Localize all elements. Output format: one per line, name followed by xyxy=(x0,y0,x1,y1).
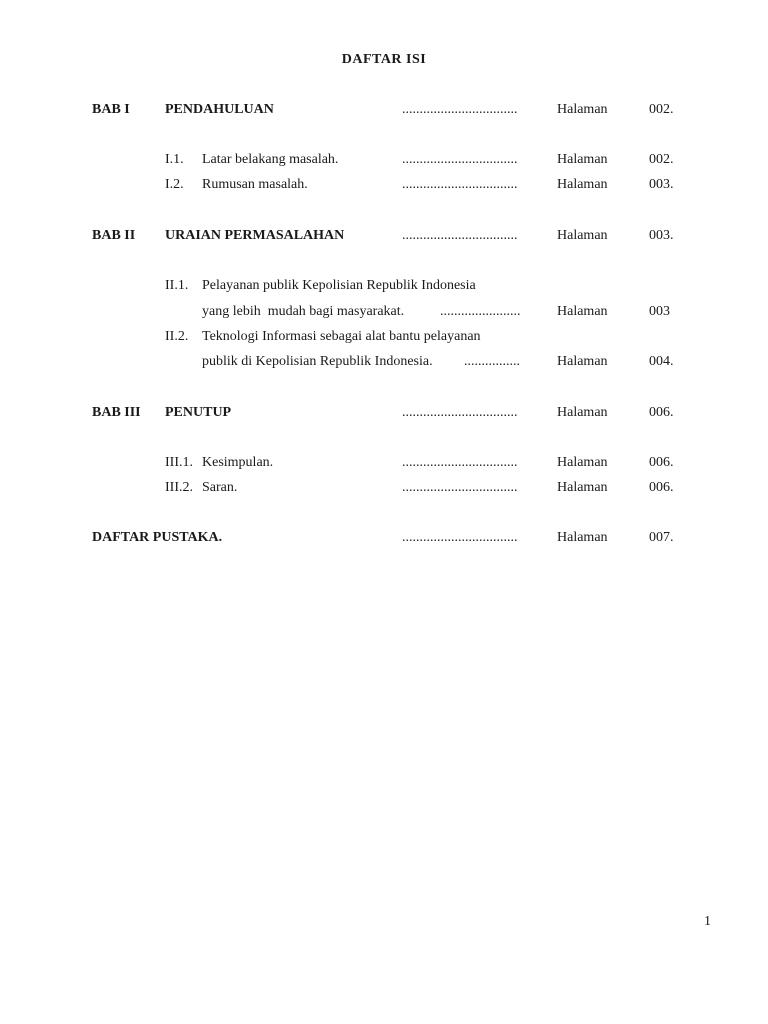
chapter-heading: PENDAHULUAN xyxy=(165,102,274,117)
halaman-label: Halaman xyxy=(557,304,608,319)
section-number: I.1. xyxy=(165,152,184,167)
halaman-label: Halaman xyxy=(557,177,608,192)
section-title: Saran. xyxy=(202,480,238,495)
leader-dots: ................................. xyxy=(402,480,518,495)
halaman-label: Halaman xyxy=(557,152,608,167)
page-ref: 003 xyxy=(649,304,670,319)
leader-dots: ................................. xyxy=(402,228,518,243)
leader-dots: ....................... xyxy=(440,304,521,319)
section-number: II.1. xyxy=(165,278,189,293)
bab-label: BAB I xyxy=(92,102,130,117)
leader-dots: ................................. xyxy=(402,177,518,192)
leader-dots: ................................. xyxy=(402,152,518,167)
section-title: Latar belakang masalah. xyxy=(202,152,339,167)
page-ref: 002. xyxy=(649,102,674,117)
page-ref: 006. xyxy=(649,455,674,470)
page-title: DAFTAR ISI xyxy=(341,52,427,67)
chapter-heading: DAFTAR PUSTAKA. xyxy=(92,530,223,545)
page-ref: 007. xyxy=(649,530,674,545)
section-title: Kesimpulan. xyxy=(202,455,274,470)
section-title-continued: yang lebih mudah bagi masyarakat. xyxy=(202,304,405,319)
section-title: Pelayanan publik Kepolisian Republik Indonesia xyxy=(202,278,476,293)
chapter-heading: URAIAN PERMASALAHAN xyxy=(165,228,345,243)
bab-label: BAB III xyxy=(92,405,141,420)
page-ref: 006. xyxy=(649,405,674,420)
leader-dots: ................................. xyxy=(402,405,518,420)
leader-dots: ................................. xyxy=(402,455,518,470)
section-number: I.2. xyxy=(165,177,184,192)
page-ref: 004. xyxy=(649,354,674,369)
section-number: III.2. xyxy=(165,480,193,495)
page-number: 1 xyxy=(704,914,711,929)
section-title: Rumusan masalah. xyxy=(202,177,308,192)
chapter-heading: PENUTUP xyxy=(165,405,232,420)
bab-label: BAB II xyxy=(92,228,136,243)
section-title: Teknologi Informasi sebagai alat bantu pelayanan xyxy=(202,329,481,344)
leader-dots: ................................. xyxy=(402,530,518,545)
section-title-continued: publik di Kepolisian Republik Indonesia. xyxy=(202,354,433,369)
page-ref: 002. xyxy=(649,152,674,167)
section-number: II.2. xyxy=(165,329,189,344)
page-ref: 006. xyxy=(649,480,674,495)
leader-dots: ................................. xyxy=(402,102,518,117)
halaman-label: Halaman xyxy=(557,405,608,420)
halaman-label: Halaman xyxy=(557,354,608,369)
halaman-label: Halaman xyxy=(557,530,608,545)
section-number: III.1. xyxy=(165,455,193,470)
halaman-label: Halaman xyxy=(557,228,608,243)
halaman-label: Halaman xyxy=(557,455,608,470)
halaman-label: Halaman xyxy=(557,102,608,117)
page-ref: 003. xyxy=(649,177,674,192)
leader-dots: ................ xyxy=(464,354,520,369)
halaman-label: Halaman xyxy=(557,480,608,495)
page-ref: 003. xyxy=(649,228,674,243)
